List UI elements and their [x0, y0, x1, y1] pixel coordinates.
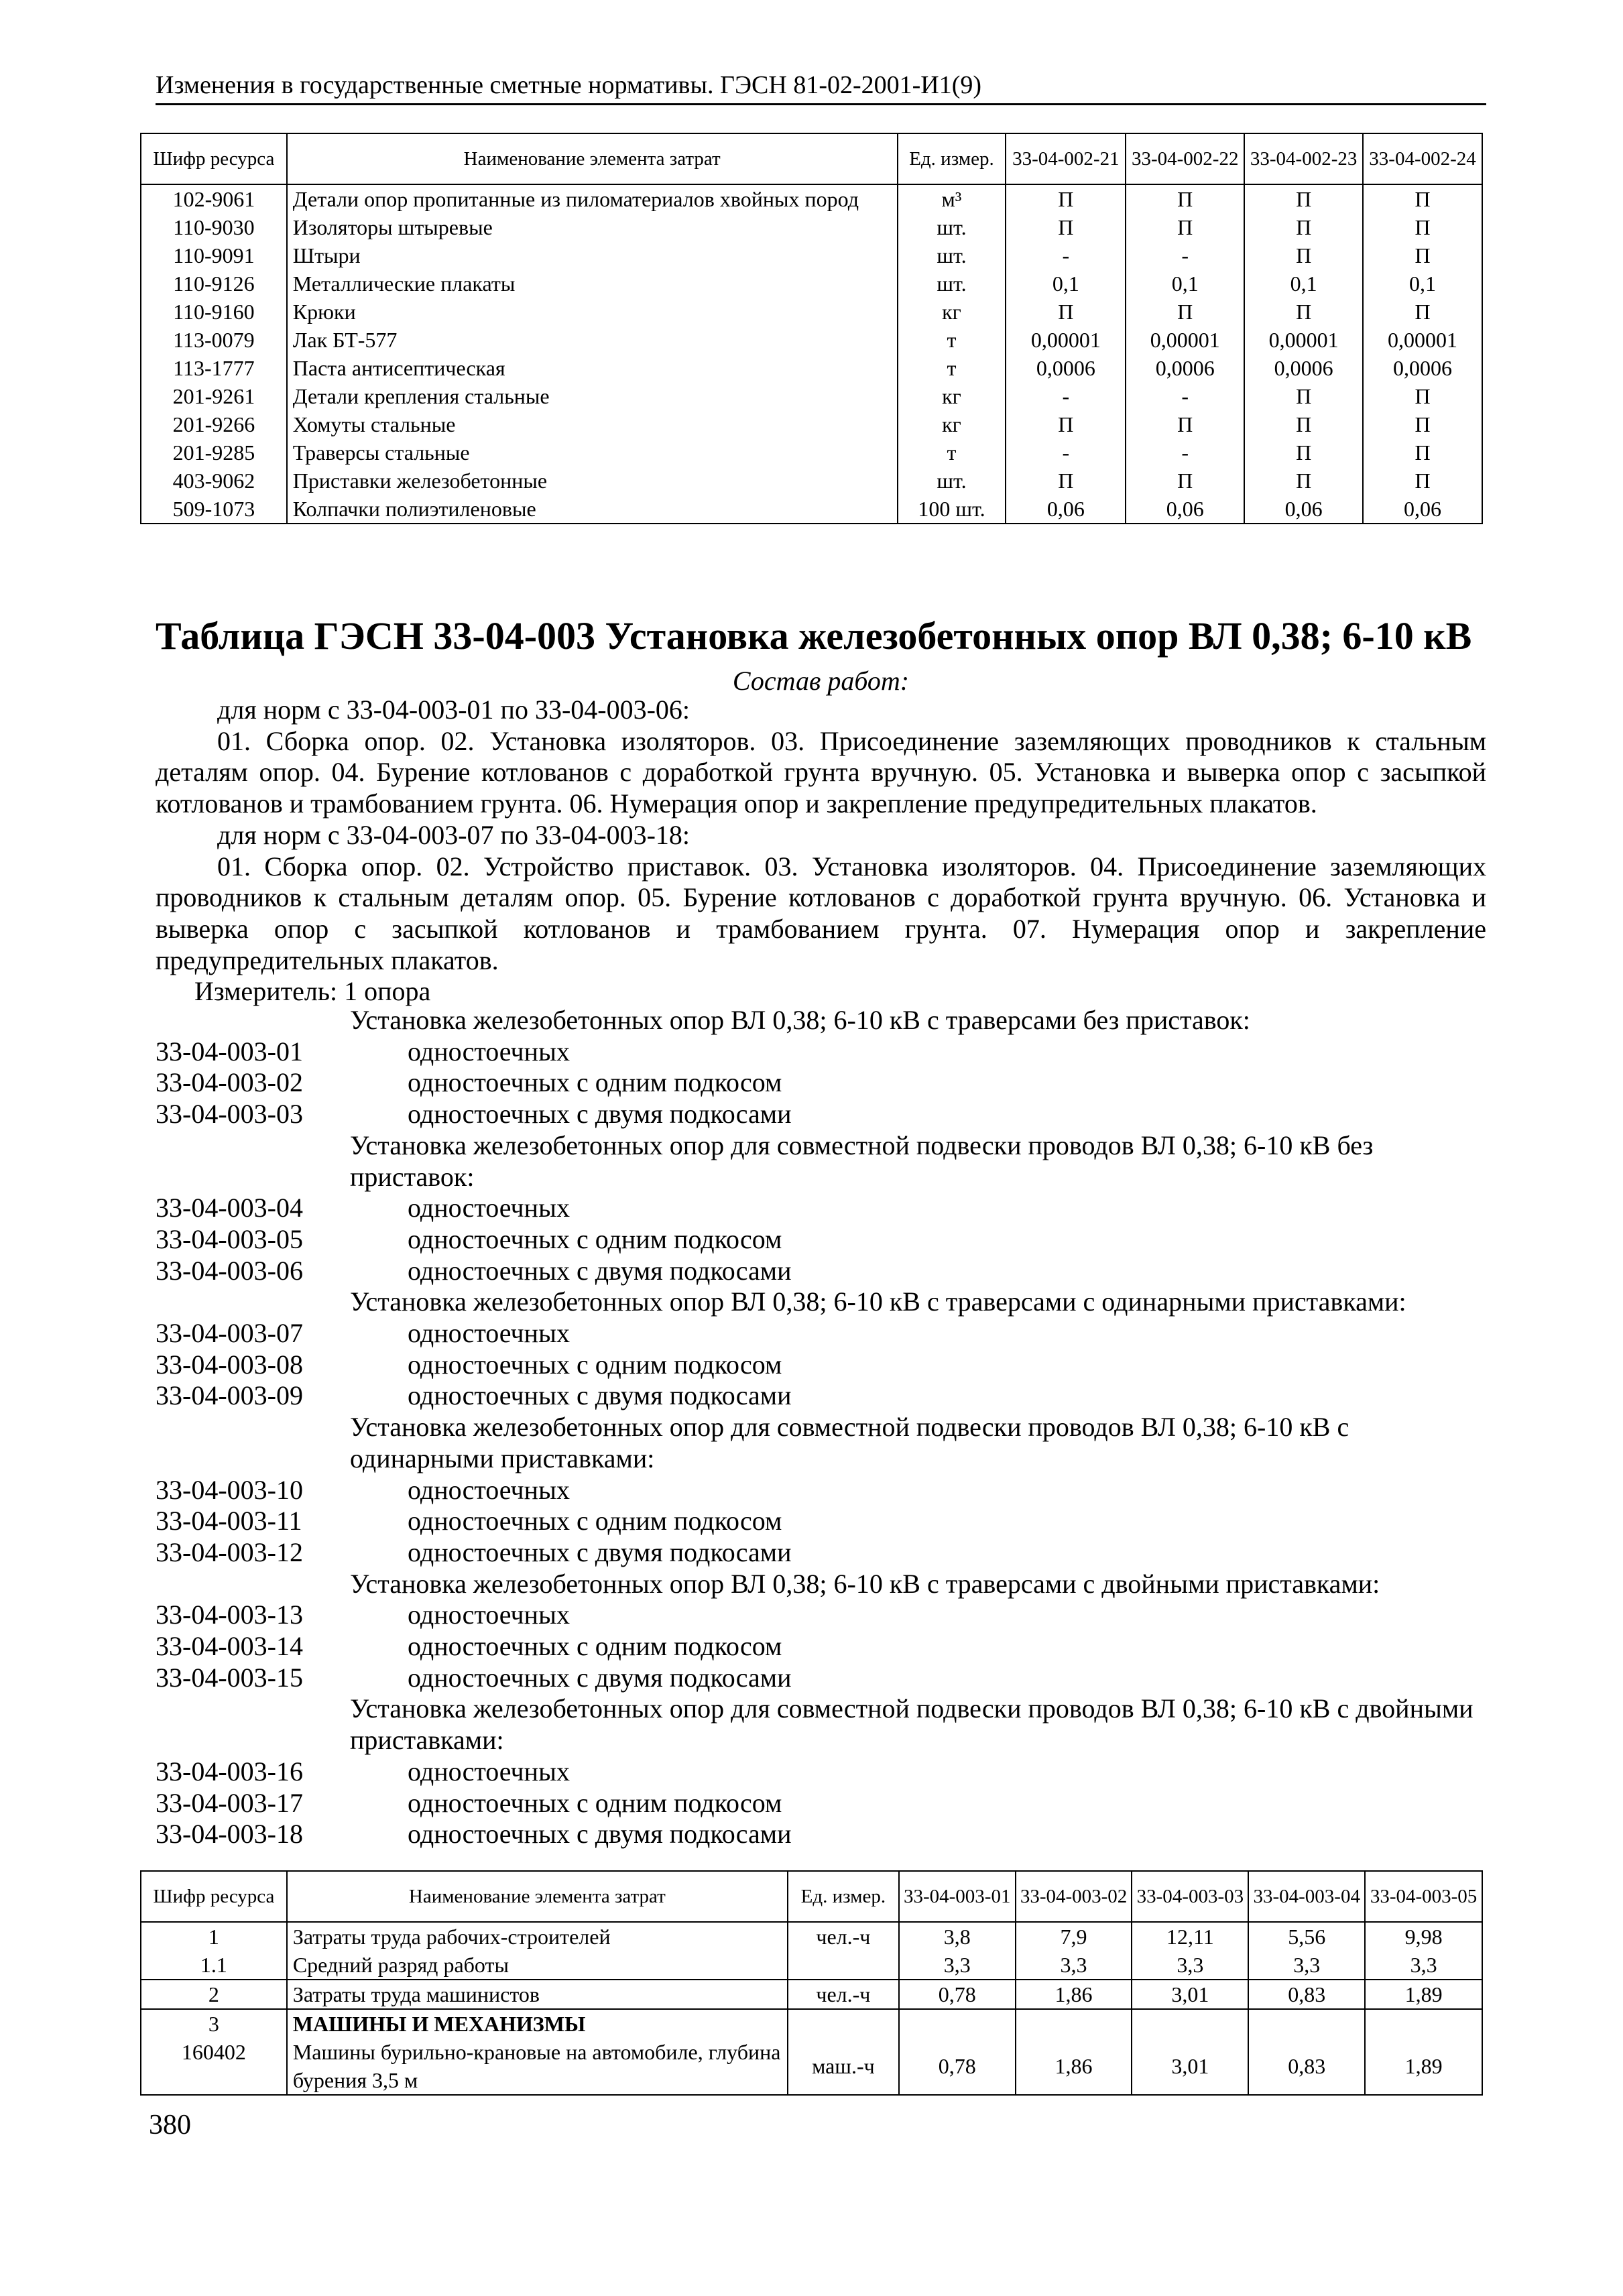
table-row: [141, 269, 1482, 298]
resource-value: -: [1006, 438, 1126, 467]
resource-value: П: [1244, 438, 1363, 467]
norm-name: одностоечных с двумя подкосами: [408, 1662, 792, 1693]
resource-code: 1.1: [141, 1951, 287, 1980]
resource-value: [1132, 2009, 1248, 2038]
resource-value: П: [1363, 213, 1482, 241]
norm-list: [156, 1005, 1486, 1850]
header-code: Шифр ресурса: [141, 1871, 287, 1922]
norm-code: 33-04-003-04: [156, 1193, 303, 1223]
norm-name: одностоечных: [408, 1193, 570, 1223]
resource-value: 0,00001: [1244, 326, 1363, 354]
resource-value: 0,1: [1244, 269, 1363, 298]
norm-item: [156, 1036, 1486, 1068]
norm-item: [156, 1193, 1486, 1224]
resource-name: Детали крепления стальные: [287, 382, 898, 410]
table-row: [141, 184, 1482, 213]
table-row: [141, 382, 1482, 410]
norm-group-title: Установка железобетонных опор для совместной подвески проводов ВЛ 0,38; 6-10 кВ с одинарными приставками:: [350, 1412, 1349, 1473]
resource-name: МАШИНЫ И МЕХАНИЗМЫ: [287, 2009, 788, 2038]
header-col-3: 33-04-002-23: [1244, 133, 1363, 184]
resource-code: 509-1073: [141, 495, 287, 524]
resource-unit: кг: [898, 382, 1006, 410]
resource-value: П: [1244, 382, 1363, 410]
resource-code: 201-9285: [141, 438, 287, 467]
resource-code: 102-9061: [141, 184, 287, 213]
resource-value: П: [1126, 213, 1244, 241]
resource-unit: [788, 2009, 899, 2038]
page-number: 380: [149, 2110, 191, 2140]
resource-value: 0,0006: [1244, 354, 1363, 382]
resource-unit: [788, 1951, 899, 1980]
resource-table-33-04-003: [140, 1870, 1483, 2096]
table-row: [141, 241, 1482, 269]
header-col-3: 33-04-003-03: [1132, 1871, 1248, 1922]
resource-value: П: [1006, 184, 1126, 213]
resource-name: Крюки: [287, 298, 898, 326]
norm-item: [156, 1819, 1486, 1850]
resource-value: 0,00001: [1006, 326, 1126, 354]
resource-value: 0,1: [1126, 269, 1244, 298]
resource-name: Колпачки полиэтиленовые: [287, 495, 898, 524]
norm-name: одностоечных с одним подкосом: [408, 1349, 782, 1380]
resource-value: П: [1244, 410, 1363, 438]
table-row: [141, 354, 1482, 382]
norm-name: одностоечных с одним подкосом: [408, 1506, 782, 1536]
table-row: [141, 495, 1482, 524]
resource-value: 12,11: [1132, 1922, 1248, 1951]
resource-unit: чел.-ч: [788, 1922, 899, 1951]
table-row: [141, 438, 1482, 467]
resource-value: П: [1006, 213, 1126, 241]
resource-unit: т: [898, 438, 1006, 467]
norm-item: [156, 1756, 1486, 1788]
resource-value: П: [1126, 184, 1244, 213]
norm-group-title: Установка железобетонных опор ВЛ 0,38; 6-10 кВ с траверсами с одинарными приставками:: [350, 1286, 1406, 1317]
norm-code: 33-04-003-18: [156, 1819, 303, 1850]
resource-name: Хомуты стальные: [287, 410, 898, 438]
norm-name: одностоечных: [408, 1318, 570, 1349]
table-row: [141, 213, 1482, 241]
norm-group-title: Установка железобетонных опор для совместной подвески проводов ВЛ 0,38; 6-10 кВ без приставок:: [350, 1130, 1374, 1192]
resource-value: П: [1363, 410, 1482, 438]
resource-value: 0,06: [1244, 495, 1363, 524]
resource-value: [1365, 2009, 1482, 2038]
norm-name: одностоечных с одним подкосом: [408, 1067, 782, 1098]
table-row: [141, 1951, 1482, 1980]
resource-value: 0,00001: [1126, 326, 1244, 354]
resource-value: П: [1244, 298, 1363, 326]
resource-unit: чел.-ч: [788, 1980, 899, 2009]
resource-unit: т: [898, 326, 1006, 354]
resource-value: 0,06: [1006, 495, 1126, 524]
resource-value: П: [1006, 298, 1126, 326]
resource-unit: кг: [898, 410, 1006, 438]
resource-name: Траверсы стальные: [287, 438, 898, 467]
norm-code: 33-04-003-11: [156, 1506, 302, 1536]
resource-value: 3,01: [1132, 2038, 1248, 2095]
norm-name: одностоечных с двумя подкосами: [408, 1255, 792, 1286]
table-row: [141, 326, 1482, 354]
norm-item: [156, 1318, 1486, 1349]
norm-code: 33-04-003-10: [156, 1474, 303, 1505]
norm-code: 33-04-003-13: [156, 1599, 303, 1630]
norm-name: одностоечных с одним подкосом: [408, 1787, 782, 1818]
resource-code: 110-9126: [141, 269, 287, 298]
resource-name: Машины бурильно-крановые на автомобиле, глубина бурения 3,5 м: [287, 2038, 788, 2095]
resource-value: П: [1126, 410, 1244, 438]
measure-unit: Измеритель: 1 опора: [194, 976, 431, 1007]
resource-value: П: [1126, 467, 1244, 495]
norm-item: [156, 1475, 1486, 1506]
table-row: [141, 2038, 1482, 2095]
norm-item: [156, 1599, 1486, 1631]
resource-table-33-04-002: [140, 133, 1483, 524]
norm-group-title: Установка железобетонных опор ВЛ 0,38; 6-10 кВ с траверсами без приставок:: [350, 1005, 1250, 1035]
norm-name: одностоечных с двумя подкосами: [408, 1380, 792, 1411]
resource-name: Приставки железобетонные: [287, 467, 898, 495]
norm-code: 33-04-003-09: [156, 1380, 303, 1411]
resource-value: -: [1126, 438, 1244, 467]
resource-unit: 100 шт.: [898, 495, 1006, 524]
norm-code: 33-04-003-02: [156, 1067, 303, 1098]
header-col-4: 33-04-003-04: [1248, 1871, 1365, 1922]
resource-unit: шт.: [898, 213, 1006, 241]
norm-item: [156, 1537, 1486, 1569]
resource-code: 110-9160: [141, 298, 287, 326]
resource-value: 1,89: [1365, 2038, 1482, 2095]
resource-value: П: [1363, 298, 1482, 326]
resource-value: П: [1244, 213, 1363, 241]
resource-unit: шт.: [898, 241, 1006, 269]
header-col-5: 33-04-003-05: [1365, 1871, 1482, 1922]
resource-value: П: [1363, 241, 1482, 269]
norm-name: одностоечных: [408, 1474, 570, 1505]
resource-value: [899, 2009, 1016, 2038]
resource-name: Металлические плакаты: [287, 269, 898, 298]
header-name: Наименование элемента затрат: [287, 1871, 788, 1922]
resource-value: 3,3: [1132, 1951, 1248, 1980]
norm-code: 33-04-003-06: [156, 1255, 303, 1286]
norm-name: одностоечных с двумя подкосами: [408, 1536, 792, 1567]
resource-code: 3: [141, 2009, 287, 2038]
norm-name: одностоечных с одним подкосом: [408, 1631, 782, 1662]
norm-code: 33-04-003-17: [156, 1787, 303, 1818]
header-col-1: 33-04-002-21: [1006, 133, 1126, 184]
resource-value: 3,3: [1248, 1951, 1365, 1980]
resource-value: [1016, 2009, 1132, 2038]
norm-code: 33-04-003-14: [156, 1631, 303, 1662]
resource-name: Средний разряд работы: [287, 1951, 788, 1980]
resource-value: П: [1363, 438, 1482, 467]
norm-code: 33-04-003-15: [156, 1662, 303, 1693]
resource-value: П: [1363, 184, 1482, 213]
works-text-1: 01. Сборка опор. 02. Установка изоляторов. 03. Присоединение заземляющих проводников к стальным деталям опор. 04. Бурение котлованов с доработкой грунта вручную. 05. Установка и выверка опор с засыпкой котлованов и трамбованием грунта. 06. Нумерация опор и закрепление предупредительных плакатов.: [156, 725, 1486, 819]
norm-name: одностоечных: [408, 1756, 570, 1787]
resource-value: 1,89: [1365, 1980, 1482, 2009]
resource-code: 110-9030: [141, 213, 287, 241]
resource-value: 0,1: [1363, 269, 1482, 298]
norm-item: [156, 1380, 1486, 1412]
resource-value: П: [1363, 467, 1482, 495]
norm-item: [156, 1256, 1486, 1287]
resource-unit: м³: [898, 184, 1006, 213]
resource-name: Лак БТ-577: [287, 326, 898, 354]
resource-value: П: [1244, 184, 1363, 213]
resource-value: 7,9: [1016, 1922, 1132, 1951]
resource-value: 0,0006: [1126, 354, 1244, 382]
resource-name: Паста антисептическая: [287, 354, 898, 382]
resource-value: 0,1: [1006, 269, 1126, 298]
resource-code: 113-1777: [141, 354, 287, 382]
resource-value: 0,83: [1248, 1980, 1365, 2009]
header-unit: Ед. измер.: [788, 1871, 899, 1922]
resource-value: -: [1006, 241, 1126, 269]
norm-item: [156, 1506, 1486, 1537]
table-row: [141, 410, 1482, 438]
header-col-2: 33-04-002-22: [1126, 133, 1244, 184]
resource-value: 1,86: [1016, 2038, 1132, 2095]
resource-code: 160402: [141, 2038, 287, 2095]
header-col-4: 33-04-002-24: [1363, 133, 1482, 184]
resource-value: 1,86: [1016, 1980, 1132, 2009]
norm-group-title: Установка железобетонных опор ВЛ 0,38; 6-10 кВ с траверсами с двойными приставками:: [350, 1568, 1380, 1599]
norm-code: 33-04-003-03: [156, 1099, 303, 1130]
resource-unit: маш.-ч: [788, 2038, 899, 2095]
works-text-2: 01. Сборка опор. 02. Устройство приставок. 03. Установка изоляторов. 04. Присоединение заземляющих проводников к стальным деталям опор. 05. Бурение котлованов с доработкой грунта вручную. 06. Установка и выверка опор с засыпкой котлованов и трамбованием грунта. 07. Нумерация опор и закрепление предупредительных плакатов.: [156, 851, 1486, 975]
work-composition-label: Состав работ:: [732, 666, 910, 696]
running-header: Изменения в государственные сметные нормативы. ГЭСН 81-02-2001-И1(9): [156, 70, 1486, 105]
table-row: [141, 1980, 1482, 2009]
resource-code: 113-0079: [141, 326, 287, 354]
resource-code: 201-9261: [141, 382, 287, 410]
resource-value: 0,0006: [1363, 354, 1482, 382]
resource-name: Штыри: [287, 241, 898, 269]
table-row: [141, 298, 1482, 326]
resource-name: Изоляторы штыревые: [287, 213, 898, 241]
resource-code: 403-9062: [141, 467, 287, 495]
resource-value: П: [1006, 410, 1126, 438]
norm-name: одностоечных с одним подкосом: [408, 1223, 782, 1254]
resource-value: 3,01: [1132, 1980, 1248, 2009]
norm-item: [156, 1663, 1486, 1694]
norm-item: [156, 1631, 1486, 1663]
norm-name: одностоечных: [408, 1599, 570, 1630]
resource-code: 2: [141, 1980, 287, 2009]
works-intro-1: для норм с 33-04-003-01 по 33-04-003-06:: [217, 694, 690, 725]
resource-value: 0,78: [899, 1980, 1016, 2009]
resource-name: Детали опор пропитанные из пиломатериалов хвойных пород: [287, 184, 898, 213]
resource-name: Затраты труда рабочих-строителей: [287, 1922, 788, 1951]
resource-value: 5,56: [1248, 1922, 1365, 1951]
resource-value: -: [1126, 382, 1244, 410]
norm-code: 33-04-003-07: [156, 1318, 303, 1349]
resource-value: 0,00001: [1363, 326, 1482, 354]
norm-name: одностоечных: [408, 1036, 570, 1067]
resource-value: 0,06: [1363, 495, 1482, 524]
resource-value: 0,78: [899, 2038, 1016, 2095]
norm-item: [156, 1067, 1486, 1099]
resource-value: П: [1363, 382, 1482, 410]
resource-value: -: [1006, 382, 1126, 410]
resource-value: П: [1126, 298, 1244, 326]
norm-code: 33-04-003-08: [156, 1349, 303, 1380]
header-col-2: 33-04-003-02: [1016, 1871, 1132, 1922]
resource-name: Затраты труда машинистов: [287, 1980, 788, 2009]
resource-value: 0,83: [1248, 2038, 1365, 2095]
table-row: [141, 1922, 1482, 1951]
resource-value: -: [1126, 241, 1244, 269]
norm-group-title: Установка железобетонных опор для совместной подвески проводов ВЛ 0,38; 6-10 кВ с двойными приставками:: [350, 1693, 1474, 1756]
works-intro-2: для норм с 33-04-003-07 по 33-04-003-18:: [217, 819, 690, 850]
section-title: Таблица ГЭСН 33-04-003 Установка железобетонных опор ВЛ 0,38; 6-10 кВ: [156, 614, 1472, 658]
resource-value: П: [1006, 467, 1126, 495]
resource-value: 0,06: [1126, 495, 1244, 524]
resource-code: 1: [141, 1922, 287, 1951]
resource-code: 201-9266: [141, 410, 287, 438]
resource-unit: шт.: [898, 467, 1006, 495]
header-name: Наименование элемента затрат: [287, 133, 898, 184]
resource-value: П: [1244, 241, 1363, 269]
norm-item: [156, 1788, 1486, 1819]
header-code: Шифр ресурса: [141, 133, 287, 184]
norm-code: 33-04-003-16: [156, 1756, 303, 1787]
norm-code: 33-04-003-05: [156, 1223, 303, 1254]
resource-unit: кг: [898, 298, 1006, 326]
resource-unit: шт.: [898, 269, 1006, 298]
norm-item: [156, 1099, 1486, 1130]
resource-value: 3,3: [1016, 1951, 1132, 1980]
norm-name: одностоечных с двумя подкосами: [408, 1819, 792, 1850]
work-composition: [156, 694, 1486, 1008]
norm-code: 33-04-003-12: [156, 1536, 303, 1567]
resource-code: 110-9091: [141, 241, 287, 269]
resource-unit: т: [898, 354, 1006, 382]
norm-item: [156, 1224, 1486, 1256]
resource-value: 3,8: [899, 1922, 1016, 1951]
header-col-1: 33-04-003-01: [899, 1871, 1016, 1922]
resource-value: 3,3: [1365, 1951, 1482, 1980]
resource-value: 0,0006: [1006, 354, 1126, 382]
norm-name: одностоечных с двумя подкосами: [408, 1099, 792, 1130]
table-row: [141, 2009, 1482, 2038]
resource-value: 9,98: [1365, 1922, 1482, 1951]
header-unit: Ед. измер.: [898, 133, 1006, 184]
norm-code: 33-04-003-01: [156, 1036, 303, 1067]
resource-value: П: [1244, 467, 1363, 495]
table-row: [141, 467, 1482, 495]
norm-item: [156, 1349, 1486, 1381]
resource-value: 3,3: [899, 1951, 1016, 1980]
resource-value: [1248, 2009, 1365, 2038]
